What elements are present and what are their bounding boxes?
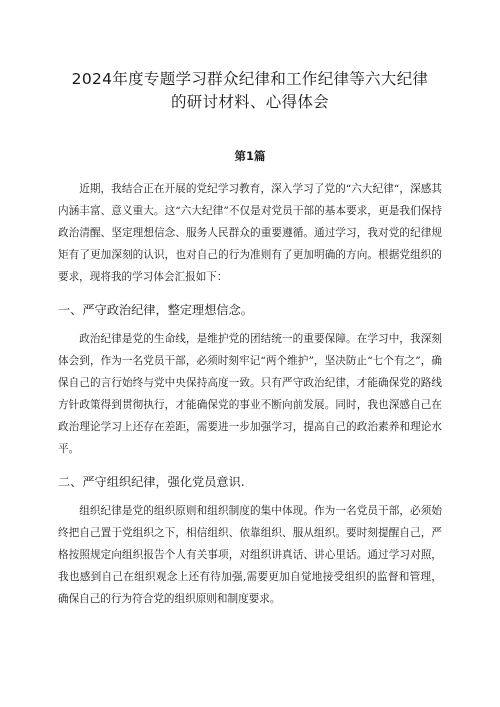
section-paragraph-1: 政治纪律是党的生命线，是维护党的团结统一的重要保障。在学习中，我深刻体会到，作为一名党员干部，必须时刻牢记“两个维护”，坚决防止“七个有之”，确保自己的言行始终与党中央保持高度一致。只有严守政治纪律，才能确保党的路线方针政策得到贯彻执行，才能确保党的事业不断向前发展。同时，我也深感自己在政治理论学习上还存在差距，需要进一步加强学习，提高自己的政治素养和理论水平。: [58, 333, 442, 455]
title-line-1: 2024年度专题学习群众纪律和工作纪律等六大纪律: [71, 70, 429, 88]
section-heading-2: 二、严守组织纪律，强化党员意识.: [58, 475, 245, 489]
document-title: [58, 0, 442, 114]
intro-paragraph: 近期，我结合正在开展的党纪学习教育，深入学习了党的“六大纪律“，深感其内涵丰富、意义重大。这“六大纪律”不仅是对党员干部的基本要求，更是我们保持政治清醒、坚定理想信念、服务人民群众的重要遵循。通过学习，我对党的纪律规矩有了更加深刻的认识，也对自己的行为准则有了更加明确的方向。根据党组织的要求，现将我的学习体会汇报如下：: [58, 183, 442, 283]
section-paragraph-2: 组织纪律是党的组织原则和组织制度的集中体现。作为一名党员干部，必须始终把自己置于党组织之下，相信组织、依靠组织、服从组织。要时刻提醒自己，严格按照规定向组织报告个人有关事项，对组织讲真话、讲心里话。通过学习对照，我也感到自己在组织观念上还有待加强,需要更加自觉地接受组织的监督和管理，确保自己的行为符合党的组织原则和制度要求。: [58, 505, 442, 605]
section-heading-1: 一、严守政治纪律，整定理想信念。: [58, 303, 253, 317]
part-label: 第1篇: [234, 149, 266, 163]
title-line-2: 的研讨材料、心得体会: [170, 93, 329, 111]
